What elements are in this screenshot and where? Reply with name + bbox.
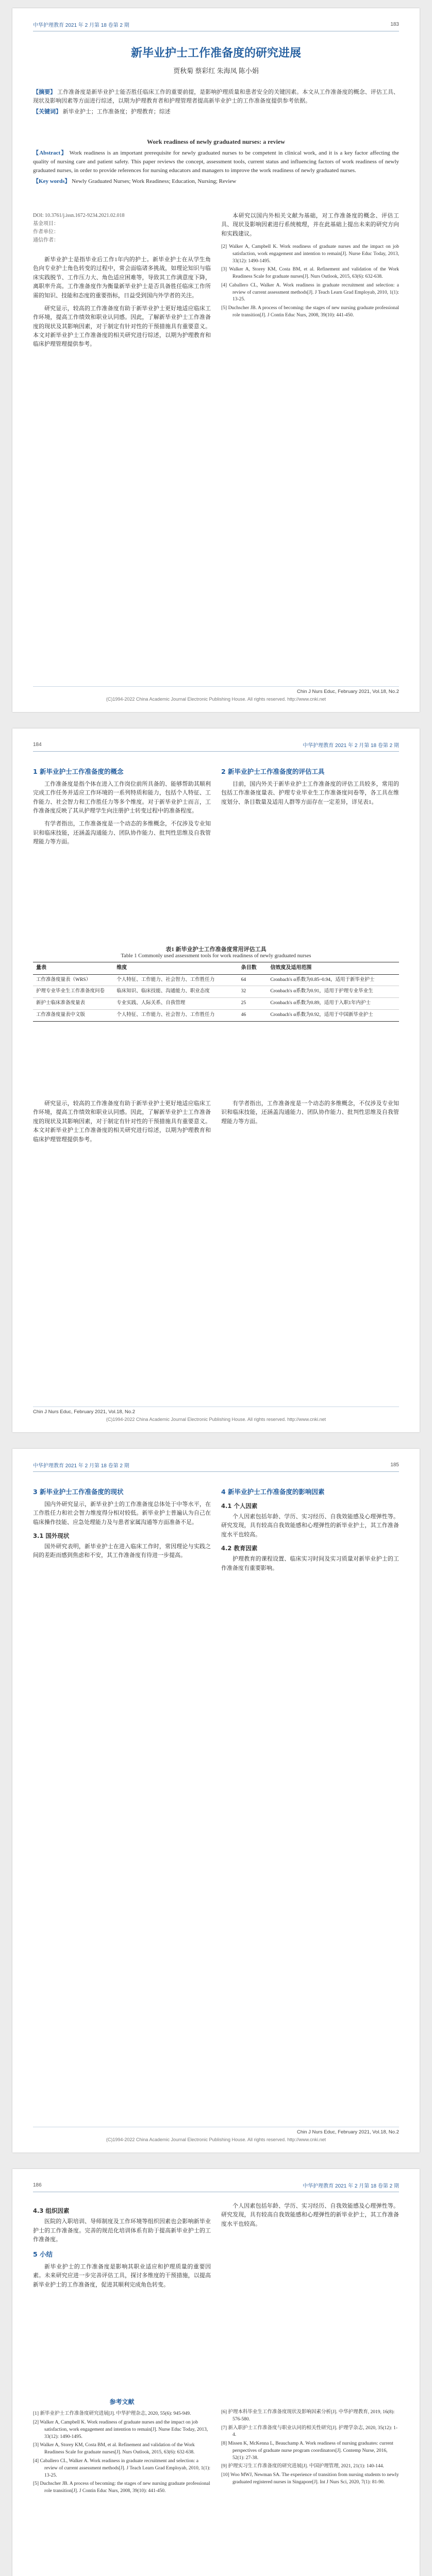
page3-left-column <box>33 1482 211 1565</box>
page-footer <box>33 2127 399 2144</box>
meta-line: 作者单位： <box>33 229 59 235</box>
section-heading: 2 新毕业护士工作准备度的评估工具 <box>221 768 325 775</box>
reference-item: [2] Walker A, Campbell K. Work readiness of graduate nurses and the impact on job satisfaction, work engagement and intention to remain[J]. Nurse Educ Today, 2013, 33(12): 1490-1495. <box>221 244 399 264</box>
body-paragraph: 新毕业护士的工作准备度是影响其职业适应和护理质量的重要因素。未来研究应进一步完善评估工具，探讨多维度的干预措施，以提高新毕业护士的工作准备度，促进其顺利完成角色转变。 <box>33 2264 211 2288</box>
body-paragraph: 研究显示，较高的工作准备度有助于新毕业护士更好地适应临床工作环境，提高工作绩效和职业认同感。因此，了解新毕业护士工作准备度的现状及其影响因素，对于制定有针对性的干预措施具有重要意义。本文对新毕业护士工作准备度的相关研究进行综述，以期为护理教育和临床护理管理提供参考。 <box>33 1100 211 1143</box>
page4-right-column <box>221 2202 399 2233</box>
section-heading: 1 新毕业护士工作准备度的概念 <box>33 768 124 775</box>
body-paragraph: 新毕业护士是指毕业后工作1年内的护士。新毕业护士在从学生角色向专业护士角色转变的过程中，常会面临诸多挑战，如理论知识与临床实践脱节、工作压力大、角色适应困难等，导致其工作满意度下降，离职率升高。工作准备度作为衡量新毕业护士是否具备胜任临床工作所需的知识、技能和态度的重要指标，日益受到国内外学者的关注。 <box>33 257 211 299</box>
body-paragraph: 国外研究表明，新毕业护士在进入临床工作时，常因理论与实践之间的差距而感到焦虑和不安，其工作准备度有待进一步提高。 <box>33 1544 211 1559</box>
running-header <box>33 738 399 752</box>
english-title: Work readiness of newly graduated nurses: a review <box>147 138 285 145</box>
abstract-text: 工作准备度是新毕业护士能否胜任临床工作的重要前提，是影响护理质量和患者安全的关键因素。本文从工作准备度的概念、评估工具、现状及影响因素等方面进行综述，以期为护理教育者和护理管理者提高新毕业护士的工作准备度提供参考依据。 <box>33 89 400 105</box>
page2-lower-right-column <box>221 1099 399 1130</box>
article-authors: 贾秋菊 蔡彩红 朱海凤 陈小娟 <box>173 67 259 75</box>
reference-list-right <box>221 2409 399 2488</box>
footer-copyright: (C)1994-2022 China Academic Journal Electronic Publishing House. All rights reserved. http://www.cnki.net <box>106 2137 326 2142</box>
page3-right-column <box>221 1482 399 1577</box>
table-header: 信效度及适用范围 <box>267 962 399 975</box>
page1-right-column <box>221 212 399 321</box>
table-cell: 工作准备度量表中文版 <box>33 1009 113 1021</box>
body-paragraph: 有学者指出，工作准备度是一个动态的多维概念，不仅涉及专业知识和临床技能，还涵盖沟通能力、团队协作能力、批判性思维及自我管理能力等方面。 <box>221 1100 399 1125</box>
table-cell: 个人特征、工作能力、社会智力、工作胜任力 <box>113 974 238 986</box>
running-header <box>33 2178 399 2192</box>
table-cell: 护理专业毕业生工作准备度问卷 <box>33 986 113 998</box>
article-meta <box>33 212 211 245</box>
header-page-number: 185 <box>390 1462 399 1468</box>
reference-list-left <box>33 2396 211 2497</box>
subsection-heading: 4.3 组织因素 <box>33 2207 70 2214</box>
reference-item: [5] Duchscher JB. A process of becoming: the stages of new nursing graduate professional role transition[J]. J Contin Educ Nurs, 2008, 39(10): 441-450. <box>221 306 399 318</box>
en-keywords-label: 【Key words】 <box>33 178 71 184</box>
table-row <box>33 998 399 1010</box>
page-3 <box>12 1449 420 2153</box>
references-title: 参考文献 <box>109 2398 135 2405</box>
body-paragraph: 研究显示，较高的工作准备度有助于新毕业护士更好地适应临床工作环境，提高工作绩效和职业认同感。因此，了解新毕业护士工作准备度的现状及其影响因素，对于制定有针对性的干预措施具有重要意义。本文对新毕业护士工作准备度的相关研究进行综述，以期为护理教育和临床护理管理提供参考。 <box>33 305 211 348</box>
reference-item: [5] Duchscher JB. A process of becoming: the stages of new nursing graduate professional role transition[J]. J Contin Educ Nurs, 2008, 39(10): 441-450. <box>33 2481 210 2494</box>
table-row <box>33 1009 399 1021</box>
body-paragraph: 医院的入职培训、导师制度及工作环境等组织因素也会影响新毕业护士的工作准备度。完善的规范化培训体系有助于提高新毕业护士的工作准备度。 <box>33 2218 211 2243</box>
table-cell: 46 <box>238 1009 268 1021</box>
meta-line: DOI: 10.3761/j.issn.1672-9234.2021.02.018 <box>33 213 125 218</box>
reference-item: [10] Woo MWJ, Newman SA. The experience of transition from nursing students to newly graduated registered nurses in Singapore[J]. Int J Nurs Sci, 2020, 7(1): 81-90. <box>221 2472 399 2485</box>
page-footer <box>33 686 399 704</box>
table-cell: 个人特征、工作能力、社会智力、工作胜任力 <box>113 1009 238 1021</box>
subsection-heading: 3.1 国外现状 <box>33 1532 70 1539</box>
table-cell: Cronbach's α系数为0.89，适用于入职1年内护士 <box>267 998 399 1010</box>
table-cell: Cronbach's α系数为0.91，适用于护理专业毕业生 <box>267 986 399 998</box>
assessment-tools-table <box>33 945 399 1022</box>
table-row <box>33 974 399 986</box>
page-footer <box>33 1406 399 1424</box>
reference-item: [4] Caballero CL, Walker A. Work readiness in graduate recruitment and selection: a review of current assessment methods[J]. J Teach Learn Grad Employab, 2010, 1(1): 13-25. <box>33 2458 211 2478</box>
article-title: 新毕业护士工作准备度的研究进展 <box>130 47 301 60</box>
table-cell: 专业实践、人际关系、自我管理 <box>113 998 238 1010</box>
running-header <box>33 18 399 31</box>
page4-left-column <box>33 2202 211 2294</box>
header-journal: 中华护理教育 2021 年 2 月第 18 卷第 2 期 <box>303 2183 399 2189</box>
page2-left-column <box>33 761 211 851</box>
abstract-cn <box>33 88 399 116</box>
reference-item: [9] 护理实习生工作准备度的研究进展[J]. 中国护理管理, 2021, 21(1): 140-144. <box>221 2464 384 2469</box>
reference-item: [3] Walker A, Storey KM, Costa BM, et al. Refinement and validation of the Work Readiness Scale for graduate nurses[J]. Nurs Outlook, 2015, 63(6): 632-638. <box>221 267 399 280</box>
table-header: 条目数 <box>238 962 268 975</box>
body-paragraph: 工作准备度是指个体在进入工作岗位前所具备的、能够帮助其顺利完成工作任务并适应工作环境的一系列特质和能力，包括个人特征、工作能力、社会智力和工作胜任力等多个维度。对于新毕业护士而言，工作准备度反映了其从护理学生向注册护士转变过程中的准备程度。 <box>33 781 211 814</box>
header-journal: 中华护理教育 2021 年 2 月第 18 卷第 2 期 <box>33 22 129 28</box>
title-block <box>33 44 399 75</box>
header-page-number: 184 <box>33 741 42 748</box>
page-2 <box>12 728 420 1432</box>
page-4 <box>12 2169 420 2576</box>
footer-journal: Chin J Nurs Educ, February 2021, Vol.18, No.2 <box>296 689 399 694</box>
table-cell: 新护士临床准备度量表 <box>33 998 113 1010</box>
page1-references <box>221 244 399 319</box>
section-heading: 3 新毕业护士工作准备度的现状 <box>33 1488 124 1496</box>
section-heading: 4 新毕业护士工作准备度的影响因素 <box>221 1488 325 1496</box>
table-cell: 25 <box>238 998 268 1010</box>
table-cell: 64 <box>238 974 268 986</box>
subsection-heading: 4.2 教育因素 <box>221 1545 258 1552</box>
footer-copyright: (C)1994-2022 China Academic Journal Electronic Publishing House. All rights reserved. http://www.cnki.net <box>106 1417 326 1422</box>
table-header: 量表 <box>33 962 113 975</box>
footer-journal: Chin J Nurs Educ, February 2021, Vol.18, No.2 <box>33 1409 136 1415</box>
table-cell: Cronbach's α系数为0.85~0.94，适用于新毕业护士 <box>267 974 399 986</box>
table-caption-en: Table 1 Commonly used assessment tools for work readiness of newly graduated nurses <box>121 953 311 959</box>
body-paragraph: 目前，国内外关于新毕业护士工作准备度的评估工具较多，常用的包括工作准备度量表、护理专业毕业生工作准备度问卷等，各工具在维度划分、条目数量及适用人群等方面存在一定差异，详见表1。 <box>221 781 399 805</box>
running-header <box>33 1458 399 1472</box>
reference-item: [7] 新入职护士工作准备度与职业认同的相关性研究[J]. 护理学杂志, 2020, 35(12): 1-4. <box>221 2425 397 2438</box>
body-paragraph: 国内外研究显示，新毕业护士的工作准备度总体处于中等水平，在工作胜任力和社会智力维度得分相对较低。新毕业护士普遍认为自己在临床操作技能、应急处理能力及与患者家属沟通等方面准备不足。 <box>33 1501 211 1526</box>
body-paragraph: 本研究以国内外相关文献为基础，对工作准备度的概念、评估工具、现状及影响因素进行系统梳理，并在此基础上提出未来的研究方向和实践建议。 <box>221 213 399 237</box>
reference-item: [6] 护理本科毕业生工作准备度现状及影响因素分析[J]. 中华护理教育, 2019, 16(8): 576-580. <box>221 2410 395 2422</box>
header-journal: 中华护理教育 2021 年 2 月第 18 卷第 2 期 <box>303 742 399 749</box>
table-header: 维度 <box>113 962 238 975</box>
body-paragraph: 护理教育的课程设置、临床实习时间及实习质量对新毕业护士的工作准备度有重要影响。 <box>221 1556 399 1571</box>
footer-copyright: (C)1994-2022 China Academic Journal Electronic Publishing House. All rights reserved. http://www.cnki.net <box>106 697 326 702</box>
section-heading: 5 小结 <box>33 2250 53 2259</box>
page2-right-column <box>221 761 399 811</box>
page-1 <box>12 8 420 712</box>
reference-item: [8] Missen K, McKenna L, Beauchamp A. Work readiness of nursing graduates: current perspectives of graduate nurse program coordinators[J]. Contemp Nurse, 2016, 52(1): 27-38. <box>221 2441 393 2461</box>
page2-lower-left-column <box>33 1099 211 1148</box>
table-cell: 临床知识、临床技能、沟通能力、职业态度 <box>113 986 238 998</box>
en-abstract-text: Work readiness is an important prerequisite for newly graduated nurses to be competent in clinical work, and it is a key factor affecting the quality of nursing care and patient safety. This paper reviews the concept, assessment tools, current status and influencing factors of work readiness of newly graduated nurses, in order to provide references for nursing educators and managers to improve the work readiness of newly graduated nurses. <box>33 149 400 174</box>
table-cell: Cronbach's α系数为0.92，适用于中国新毕业护士 <box>267 1009 399 1021</box>
table-cell: 工作准备度量表（WRS） <box>33 974 113 986</box>
keywords-text: 新毕业护士；工作准备度；护理教育；综述 <box>62 109 171 115</box>
meta-line: 基金项目： <box>33 221 59 227</box>
reference-item: [2] Walker A, Campbell K. Work readiness of graduate nurses and the impact on job satisfaction, work engagement and intention to remain[J]. Nurse Educ Today, 2013, 33(12): 1490-1495. <box>33 2420 208 2439</box>
page1-left-column <box>33 256 211 353</box>
header-journal: 中华护理教育 2021 年 2 月第 18 卷第 2 期 <box>33 1463 129 1469</box>
subsection-heading: 4.1 个人因素 <box>221 1502 258 1510</box>
keywords-label: 【关键词】 <box>33 109 61 115</box>
body-paragraph: 个人因素包括年龄、学历、实习经历、自我效能感及心理弹性等。研究发现，具有较高自我效能感和心理弹性的新毕业护士，其工作准备度水平也较高。 <box>221 2203 399 2227</box>
header-page-number: 183 <box>390 21 399 27</box>
table-cell: 32 <box>238 986 268 998</box>
table-row <box>33 986 399 998</box>
reference-item: [4] Caballero CL, Walker A. Work readiness in graduate recruitment and selection: a review of current assessment methods[J]. J Teach Learn Grad Employab, 2010, 1(1): 13-25. <box>221 282 399 302</box>
header-page-number: 186 <box>33 2182 42 2188</box>
table-caption: 表1 新毕业护士工作准备度常用评估工具 <box>165 946 267 953</box>
meta-line: 通信作者： <box>33 238 59 243</box>
en-abstract-label: 【Abstract】 <box>33 149 68 156</box>
footer-journal: Chin J Nurs Educ, February 2021, Vol.18, No.2 <box>296 2129 399 2135</box>
body-paragraph: 有学者指出，工作准备度是一个动态的多维概念，不仅涉及专业知识和临床技能，还涵盖沟通能力、团队协作能力、批判性思维及自我管理能力等方面。 <box>33 821 211 845</box>
body-paragraph: 个人因素包括年龄、学历、实习经历、自我效能感及心理弹性等。研究发现，具有较高自我效能感和心理弹性的新毕业护士，其工作准备度水平也较高。 <box>221 1513 399 1538</box>
reference-item: [3] Walker A, Storey KM, Costa BM, et al. Refinement and validation of the Work Readiness Scale for graduate nurses[J]. Nurs Outlook, 2015, 63(6): 632-638. <box>33 2443 195 2455</box>
abstract-label: 【摘要】 <box>33 89 56 95</box>
en-keywords-text: Newly Graduated Nurses; Work Readiness; Education, Nursing; Review <box>72 178 237 184</box>
abstract-en <box>33 137 399 186</box>
reference-item: [1] 新毕业护士工作准备度研究进展[J]. 中华护理杂志, 2020, 55(6): 945-949. <box>33 2411 191 2417</box>
